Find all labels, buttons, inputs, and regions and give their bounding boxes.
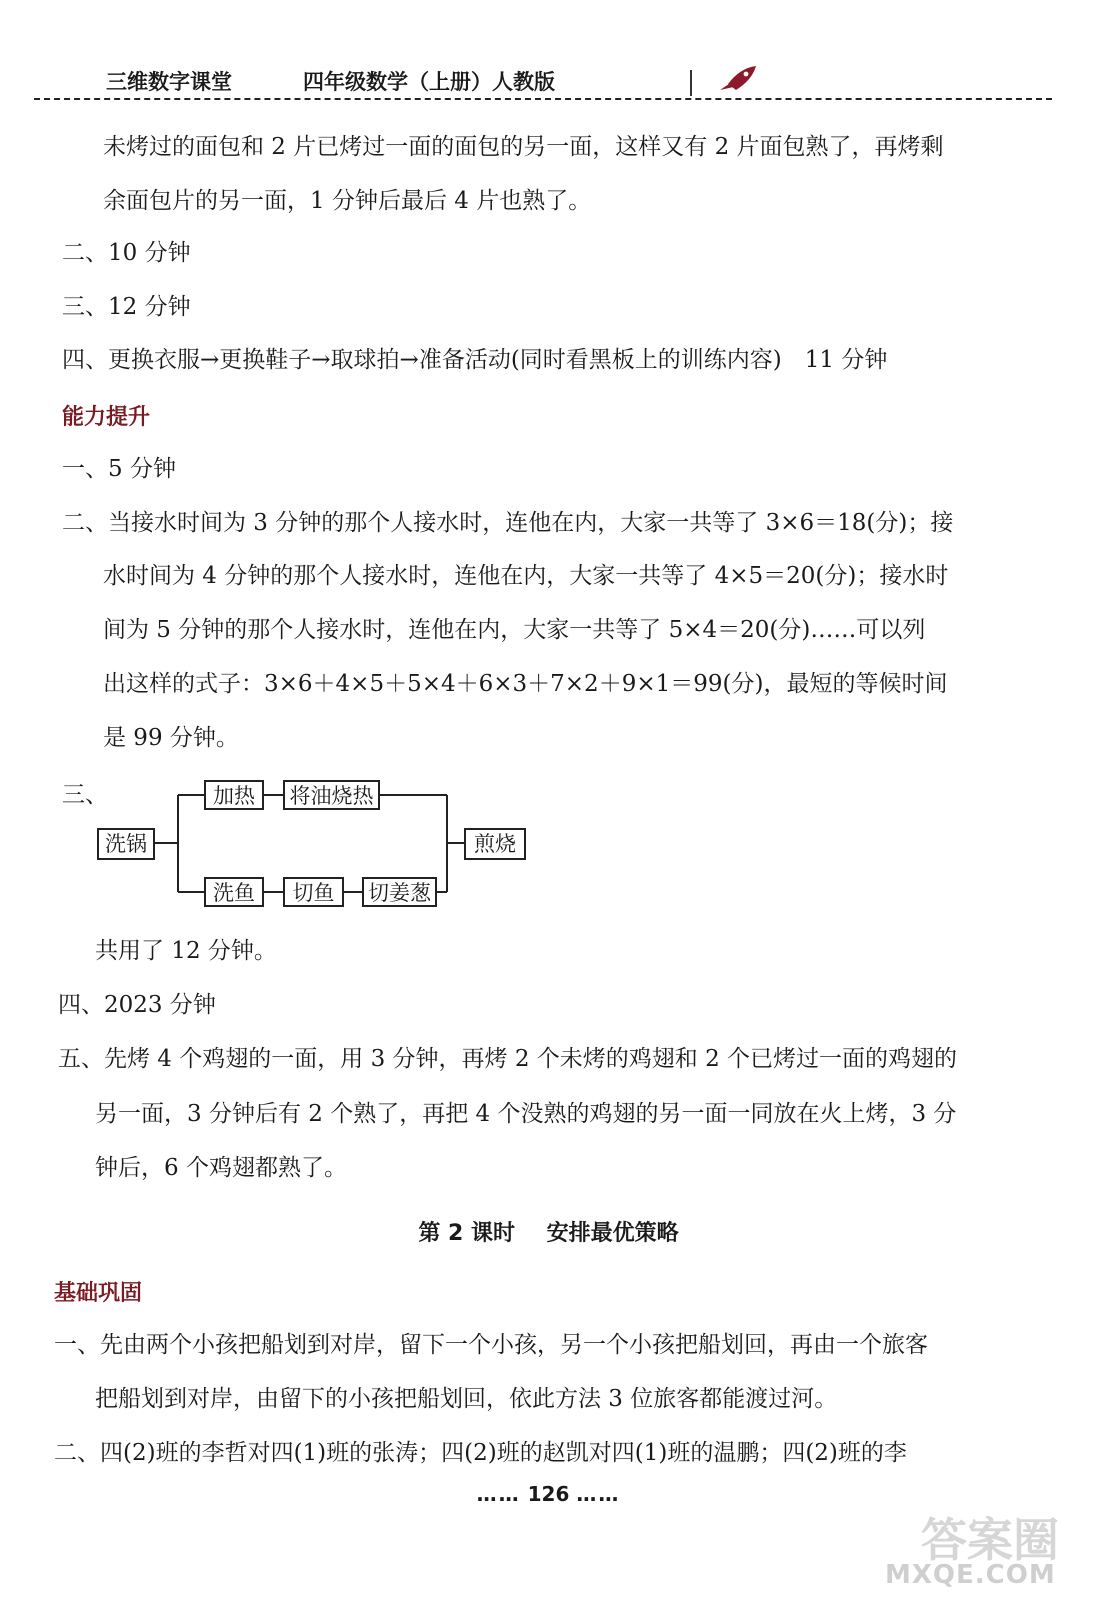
watermark-top: 答案圈 [921,1513,1059,1567]
answer-item: 二、当接水时间为 3 分钟的那个人接水时，连他在内，大家一共等了 3×6＝18(分)；接 [62,510,954,536]
text-line: 间为 5 分钟的那个人接水时，连他在内，大家一共等了 5×4＝20(分)……可以列 [103,617,926,643]
cooking-flow-diagram [0,770,600,930]
lesson-number: 第 2 课时 [418,1221,515,1246]
answer-item: 五、先烤 4 个鸡翅的一面，用 3 分钟，再烤 2 个未烤的鸡翅和 2 个已烤过一面的鸡翅的 [58,1046,958,1072]
step-wash-pot: 洗锅 [97,828,155,860]
text-line: 钟后，6 个鸡翅都熟了。 [95,1155,347,1181]
answer-item: 三、12 分钟 [62,294,191,320]
page-number: …… 126 …… [476,1482,621,1506]
page-header [0,60,1097,104]
answer-item: 一、5 分钟 [62,456,176,482]
lesson-title [0,1216,1097,1247]
answer-item: 二、10 分钟 [62,240,191,266]
text-line: 未烤过的面包和 2 片已烤过一面的面包的另一面，这样又有 2 片面包熟了，再烤剩 [103,134,944,160]
step-cut-fish: 切鱼 [283,877,344,907]
header-divider [690,70,692,96]
section-heading: 基础巩固 [54,1281,143,1306]
answer-item: 三、 [62,782,108,808]
header-dashed-rule [34,98,1052,100]
text-line: 另一面，3 分钟后有 2 个熟了，再把 4 个没熟的鸡翅的另一面一同放在火上烤，3 分 [95,1101,957,1127]
lesson-name: 安排最优策略 [546,1221,679,1246]
step-heat: 加热 [204,780,264,810]
answer-item: 二、四(2)班的李哲对四(1)班的张涛；四(2)班的赵凯对四(1)班的温鹏；四(2)班的李 [54,1440,907,1466]
text-line: 水时间为 4 分钟的那个人接水时，连他在内，大家一共等了 4×5＝20(分)；接水时 [103,563,949,589]
answer-item: 四、2023 分钟 [58,992,216,1018]
answer-item: 一、先由两个小孩把船划到对岸，留下一个小孩，另一个小孩把船划回，再由一个旅客 [54,1332,928,1358]
text-line: 出这样的式子：3×6＋4×5＋5×4＋6×3＋7×2＋9×1＝99(分)，最短的等候时间 [103,671,948,697]
text-line: 余面包片的另一面，1 分钟后最后 4 片也熟了。 [103,188,592,214]
page-number-value: 126 [527,1482,570,1506]
section-heading: 能力提升 [62,405,151,430]
text-line: 是 99 分钟。 [103,725,239,751]
step-wash-fish: 洗鱼 [204,877,264,907]
step-fry: 煎烧 [464,828,526,860]
answer-item: 四、更换衣服→更换鞋子→取球拍→准备活动(同时看黑板上的训练内容) 11 分钟 [62,347,888,373]
series-title: 三维数字课堂 [106,70,232,94]
book-title: 四年级数学（上册）人教版 [303,70,555,94]
step-heat-oil: 将油烧热 [283,780,380,810]
text-line: 共用了 12 分钟。 [95,938,277,964]
text-line: 把船划到对岸，由留下的小孩把船划回，依此方法 3 位旅客都能渡过河。 [95,1386,838,1412]
watermark [881,1504,1081,1594]
step-cut-ginger: 切姜葱 [362,877,437,907]
rocket-icon [718,64,758,98]
watermark-bottom: MXQE.COM [885,1560,1056,1590]
